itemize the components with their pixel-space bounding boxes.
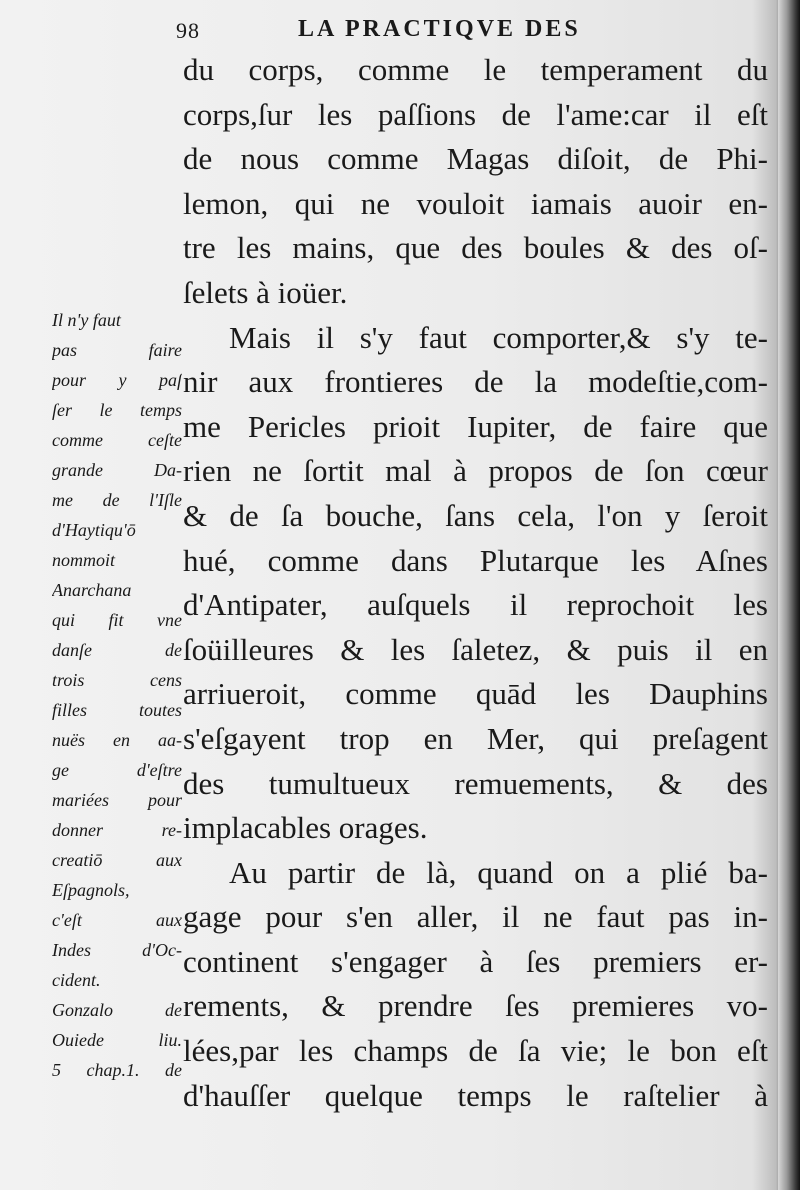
margin-note-line: nuës en aa-: [52, 730, 182, 750]
text-line: continent s'engager à ſes premiers er-: [183, 943, 768, 979]
margin-note-line: trois cens: [52, 670, 182, 690]
marginal-note: [52, 305, 182, 1085]
text-line: s'eſgayent trop en Mer, qui preſagent: [183, 720, 768, 756]
margin-note-line: Indes d'Oc-: [52, 940, 182, 960]
text-line: implacables orages.: [183, 810, 428, 846]
text-line: d'hauſſer quelque temps le raſtelier à: [183, 1077, 768, 1113]
margin-note-line: Il n'y faut: [52, 310, 121, 330]
text-line: ſoüilleures & les ſaletez, & puis il en: [183, 631, 768, 667]
margin-note-line: d'Haytiqu'ō: [52, 520, 136, 540]
text-line: nir aux frontieres de la modeſtie,com-: [183, 364, 768, 400]
margin-note-line: grande Da-: [52, 460, 182, 480]
margin-note-line: me de l'Iſle: [52, 490, 182, 510]
text-line: ſelets à ioüer.: [183, 274, 348, 310]
margin-note-line: filles toutes: [52, 700, 182, 720]
text-line: & de ſa bouche, ſans cela, l'on y ſeroit: [183, 497, 768, 533]
text-line: lemon, qui ne vouloit iamais auoir en-: [183, 185, 768, 221]
running-title: LA PRACTIQVE DES: [298, 16, 581, 42]
margin-note-line: Gonzalo de: [52, 1000, 182, 1020]
margin-note-line: pour y paſ: [52, 370, 182, 390]
text-line: tre les mains, que des boules & des oſ-: [183, 230, 768, 266]
text-line: arriueroit, comme quād les Dauphins: [183, 676, 768, 712]
text-line: me Pericles prioit Iupiter, de faire que: [183, 408, 768, 444]
text-line: rien ne ſortit mal à propos de ſon cœur: [183, 453, 768, 489]
main-text-block: [183, 48, 768, 1118]
text-line: corps,ſur les paſſions de l'ame:car il eſt: [183, 96, 768, 132]
text-line: du corps, comme le temperament du: [183, 52, 768, 87]
text-line: des tumultueux remuements, & des: [183, 765, 768, 801]
margin-note-line: ge d'eſtre: [52, 760, 182, 780]
text-line: de nous comme Magas diſoit, de Phi-: [183, 141, 768, 177]
text-line: hué, comme dans Plutarque les Aſnes: [183, 542, 768, 578]
margin-note-line: comme ceſte: [52, 430, 182, 450]
text-line: rements, & prendre ſes premieres vo-: [183, 988, 768, 1024]
margin-note-line: Anarchana: [52, 580, 132, 600]
margin-note-line: pas faire: [52, 340, 182, 360]
margin-note-line: qui fit vne: [52, 610, 182, 630]
page-number: 98: [176, 18, 200, 43]
page-header: [168, 14, 768, 50]
margin-note-line: donner re-: [52, 820, 182, 840]
text-line: lées,par les champs de ſa vie; le bon eſt: [183, 1033, 768, 1069]
margin-note-line: nommoit: [52, 550, 115, 570]
margin-note-line: Ouiede liu.: [52, 1030, 182, 1050]
text-line: d'Antipater, auſquels il reprochoit les: [183, 587, 768, 623]
margin-note-line: ſer le temps: [52, 400, 182, 420]
text-line: gage pour s'en aller, il ne faut pas in-: [183, 899, 768, 935]
margin-note-line: cident.: [52, 970, 101, 990]
margin-note-line: creatiō aux: [52, 850, 182, 870]
margin-note-line: mariées pour: [52, 790, 182, 810]
margin-note-line: danſe de: [52, 640, 182, 660]
margin-note-line: c'eſt aux: [52, 910, 182, 930]
margin-note-line: Eſpagnols,: [52, 880, 130, 900]
paragraph-start-line: Au partir de là, quand on a plié ba-: [229, 854, 768, 890]
margin-note-line: 5 chap.1. de: [52, 1060, 182, 1080]
paragraph-start-line: Mais il s'y faut comporter,& s'y te-: [229, 319, 768, 355]
page-edge-shadow: [778, 0, 800, 1190]
